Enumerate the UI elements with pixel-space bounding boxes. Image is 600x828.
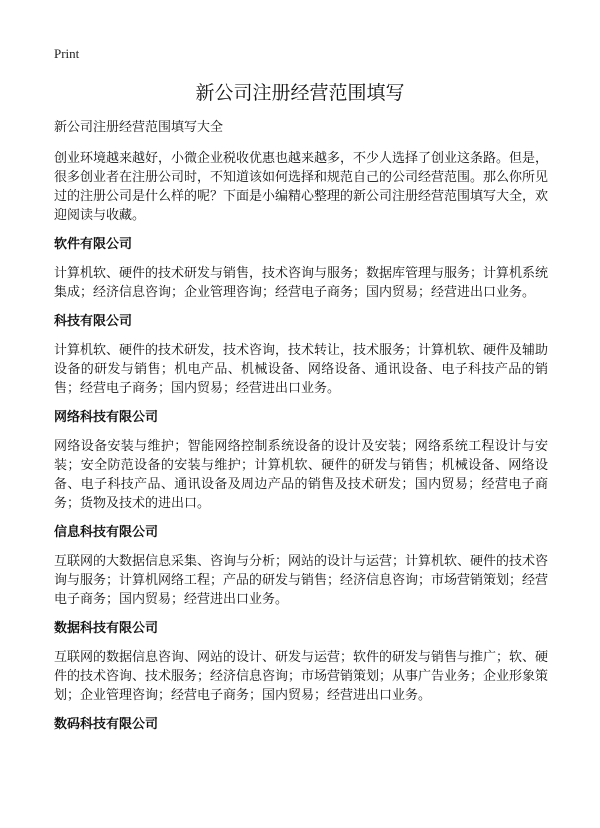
document-content <box>54 118 548 744</box>
section-body-software: 计算机软、硬件的技术研发与销售，技术咨询与服务；数据库管理与服务；计算机系统集成；经济信息咨询；企业管理咨询；经营电子商务；国内贸易；经营进出口业务。 <box>54 266 549 300</box>
section-heading-network-tech: 网络科技有限公司 <box>54 410 159 425</box>
print-link[interactable]: Print <box>54 46 80 61</box>
section-body-data-tech: 互联网的数据信息咨询、网站的设计、研发与运营；软件的研发与销售与推广；软、硬件的技术咨询、技术服务；经济信息咨询；市场营销策划；从事广告业务；企业形象策划；企业管理咨询；经营电子商务；国内贸易；经营进出口业务。 <box>54 650 549 703</box>
section-body-info-tech: 互联网的大数据信息采集、咨询与分析；网站的设计与运营；计算机软、硬件的技术咨询与服务；计算机网络工程；产品的研发与销售；经济信息咨询；市场营销策划；经营电子商务；国内贸易；经营进出口业务。 <box>54 554 549 607</box>
section-heading-software: 软件有限公司 <box>54 237 133 252</box>
section-heading-tech: 科技有限公司 <box>54 314 133 329</box>
document-subtitle: 新公司注册经营范围填写大全 <box>54 120 224 135</box>
section-heading-digital-tech: 数码科技有限公司 <box>54 717 159 732</box>
section-heading-info-tech: 信息科技有限公司 <box>54 525 159 540</box>
intro-paragraph: 创业环境越来越好，小微企业税收优惠也越来越多，不少人选择了创业这条路。但是，很多创业者在注册公司时，不知道该如何选择和规范自己的公司经营范围。那么你所见过的注册公司是什么样的呢？下面是小编精心整理的新公司注册经营范围填写大全，欢迎阅读与收藏。 <box>54 151 549 223</box>
section-body-tech: 计算机软、硬件的技术研发，技术咨询，技术转让，技术服务；计算机软、硬件及辅助设备的研发与销售；机电产品、机械设备、网络设备、通讯设备、电子科技产品的销售；经营电子商务；国内贸易；经营进出口业务。 <box>54 343 549 396</box>
section-body-network-tech: 网络设备安装与维护；智能网络控制系统设备的设计及安装；网络系统工程设计与安装；安全防范设备的安装与维护；计算机软、硬件的研发与销售；机械设备、网络设备、电子科技产品、通讯设备及周边产品的销售及技术研发；国内贸易；经营电子商务；货物及技术的进出口。 <box>54 439 548 511</box>
document-title: 新公司注册经营范围填写 <box>195 82 405 104</box>
section-heading-data-tech: 数据科技有限公司 <box>54 621 159 636</box>
